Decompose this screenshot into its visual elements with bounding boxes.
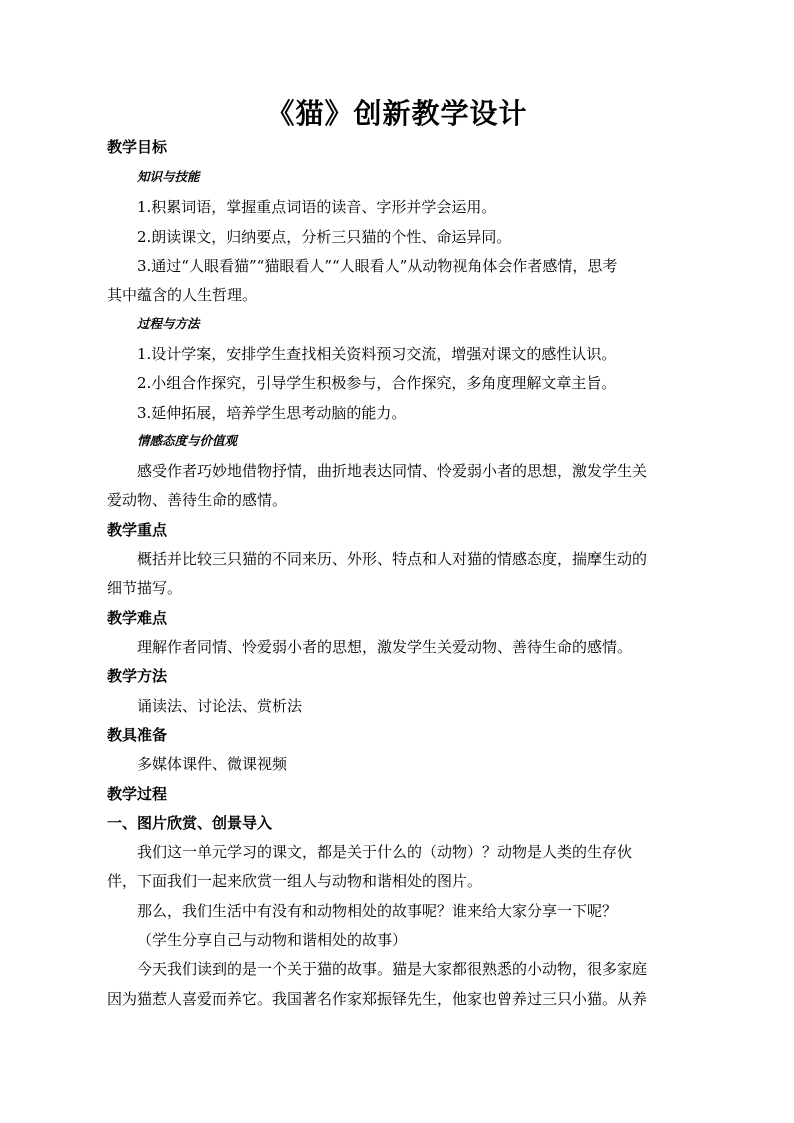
paragraph-line: 诵读法、讨论法、赏析法: [137, 697, 303, 715]
subheading-knowledge: 知识与技能: [137, 169, 200, 184]
paragraph-line: 伴，下面我们一起来欣赏一组人与动物和谐相处的图片。: [107, 872, 483, 890]
paragraph-line: 我们这一单元学习的课文，都是关于什么的（动物）？动物是人类的生存伙: [137, 843, 633, 861]
paragraph-line: 爱动物、善待生命的感情。: [107, 491, 288, 509]
subheading-emotion: 情感态度与价值观: [137, 433, 238, 448]
paragraph-line: 1.积累词语，掌握重点词语的读音、字形并学会运用。: [137, 198, 497, 216]
paragraph-line: （学生分享自己与动物和谐相处的故事）: [137, 931, 408, 949]
paragraph-line: 细节描写。: [107, 579, 183, 597]
subheading-process: 过程与方法: [137, 316, 200, 331]
paragraph-line: 理解作者同情、怜爱弱小者的思想，激发学生关爱动物、善待生命的感情。: [137, 638, 633, 656]
paragraph-line: 多媒体课件、微课视频: [137, 755, 288, 773]
document-title: 《猫》创新教学设计: [266, 97, 528, 130]
paragraph-line: 因为猫惹人喜爱而养它。我国著名作家郑振铎先生，他家也曾养过三只小猫。从养: [107, 990, 648, 1008]
paragraph-line: 概括并比较三只猫的不同来历、外形、特点和人对猫的情感态度，揣摩生动的: [137, 550, 648, 568]
heading-key-points: 教学重点: [107, 521, 168, 539]
paragraph-line: 3.通过“人眼看猫”“猫眼看人”“人眼看人”从动物视角体会作者感情，思考: [137, 257, 618, 275]
heading-difficulties: 教学难点: [107, 609, 168, 627]
heading-materials: 教具准备: [107, 726, 168, 744]
heading-methods: 教学方法: [107, 667, 168, 685]
paragraph-line: 2.小组合作探究，引导学生积极参与，合作探究，多角度理解文章主旨。: [137, 374, 617, 392]
paragraph-line: 其中蕴含的人生哲理。: [107, 286, 258, 304]
paragraph-line: 感受作者巧妙地借物抒情，曲折地表达同情、怜爱弱小者的思想，激发学生关: [137, 462, 648, 480]
paragraph-line: 那么，我们生活中有没有和动物相处的故事呢？谁来给大家分享一下呢？: [137, 902, 618, 920]
paragraph-line: 2.朗读课文，归纳要点，分析三只猫的个性、命运异同。: [137, 228, 512, 246]
heading-section-1: 一、图片欣赏、创景导入: [107, 814, 273, 832]
paragraph-line: 3.延伸拓展，培养学生思考动脑的能力。: [137, 404, 407, 422]
paragraph-line: 今天我们读到的是一个关于猫的故事。猫是大家都很熟悉的小动物，很多家庭: [137, 960, 648, 978]
heading-procedure: 教学过程: [107, 785, 168, 803]
heading-objectives: 教学目标: [107, 138, 168, 156]
paragraph-line: 1.设计学案，安排学生查找相关资料预习交流，增强对课文的感性认识。: [137, 345, 617, 363]
